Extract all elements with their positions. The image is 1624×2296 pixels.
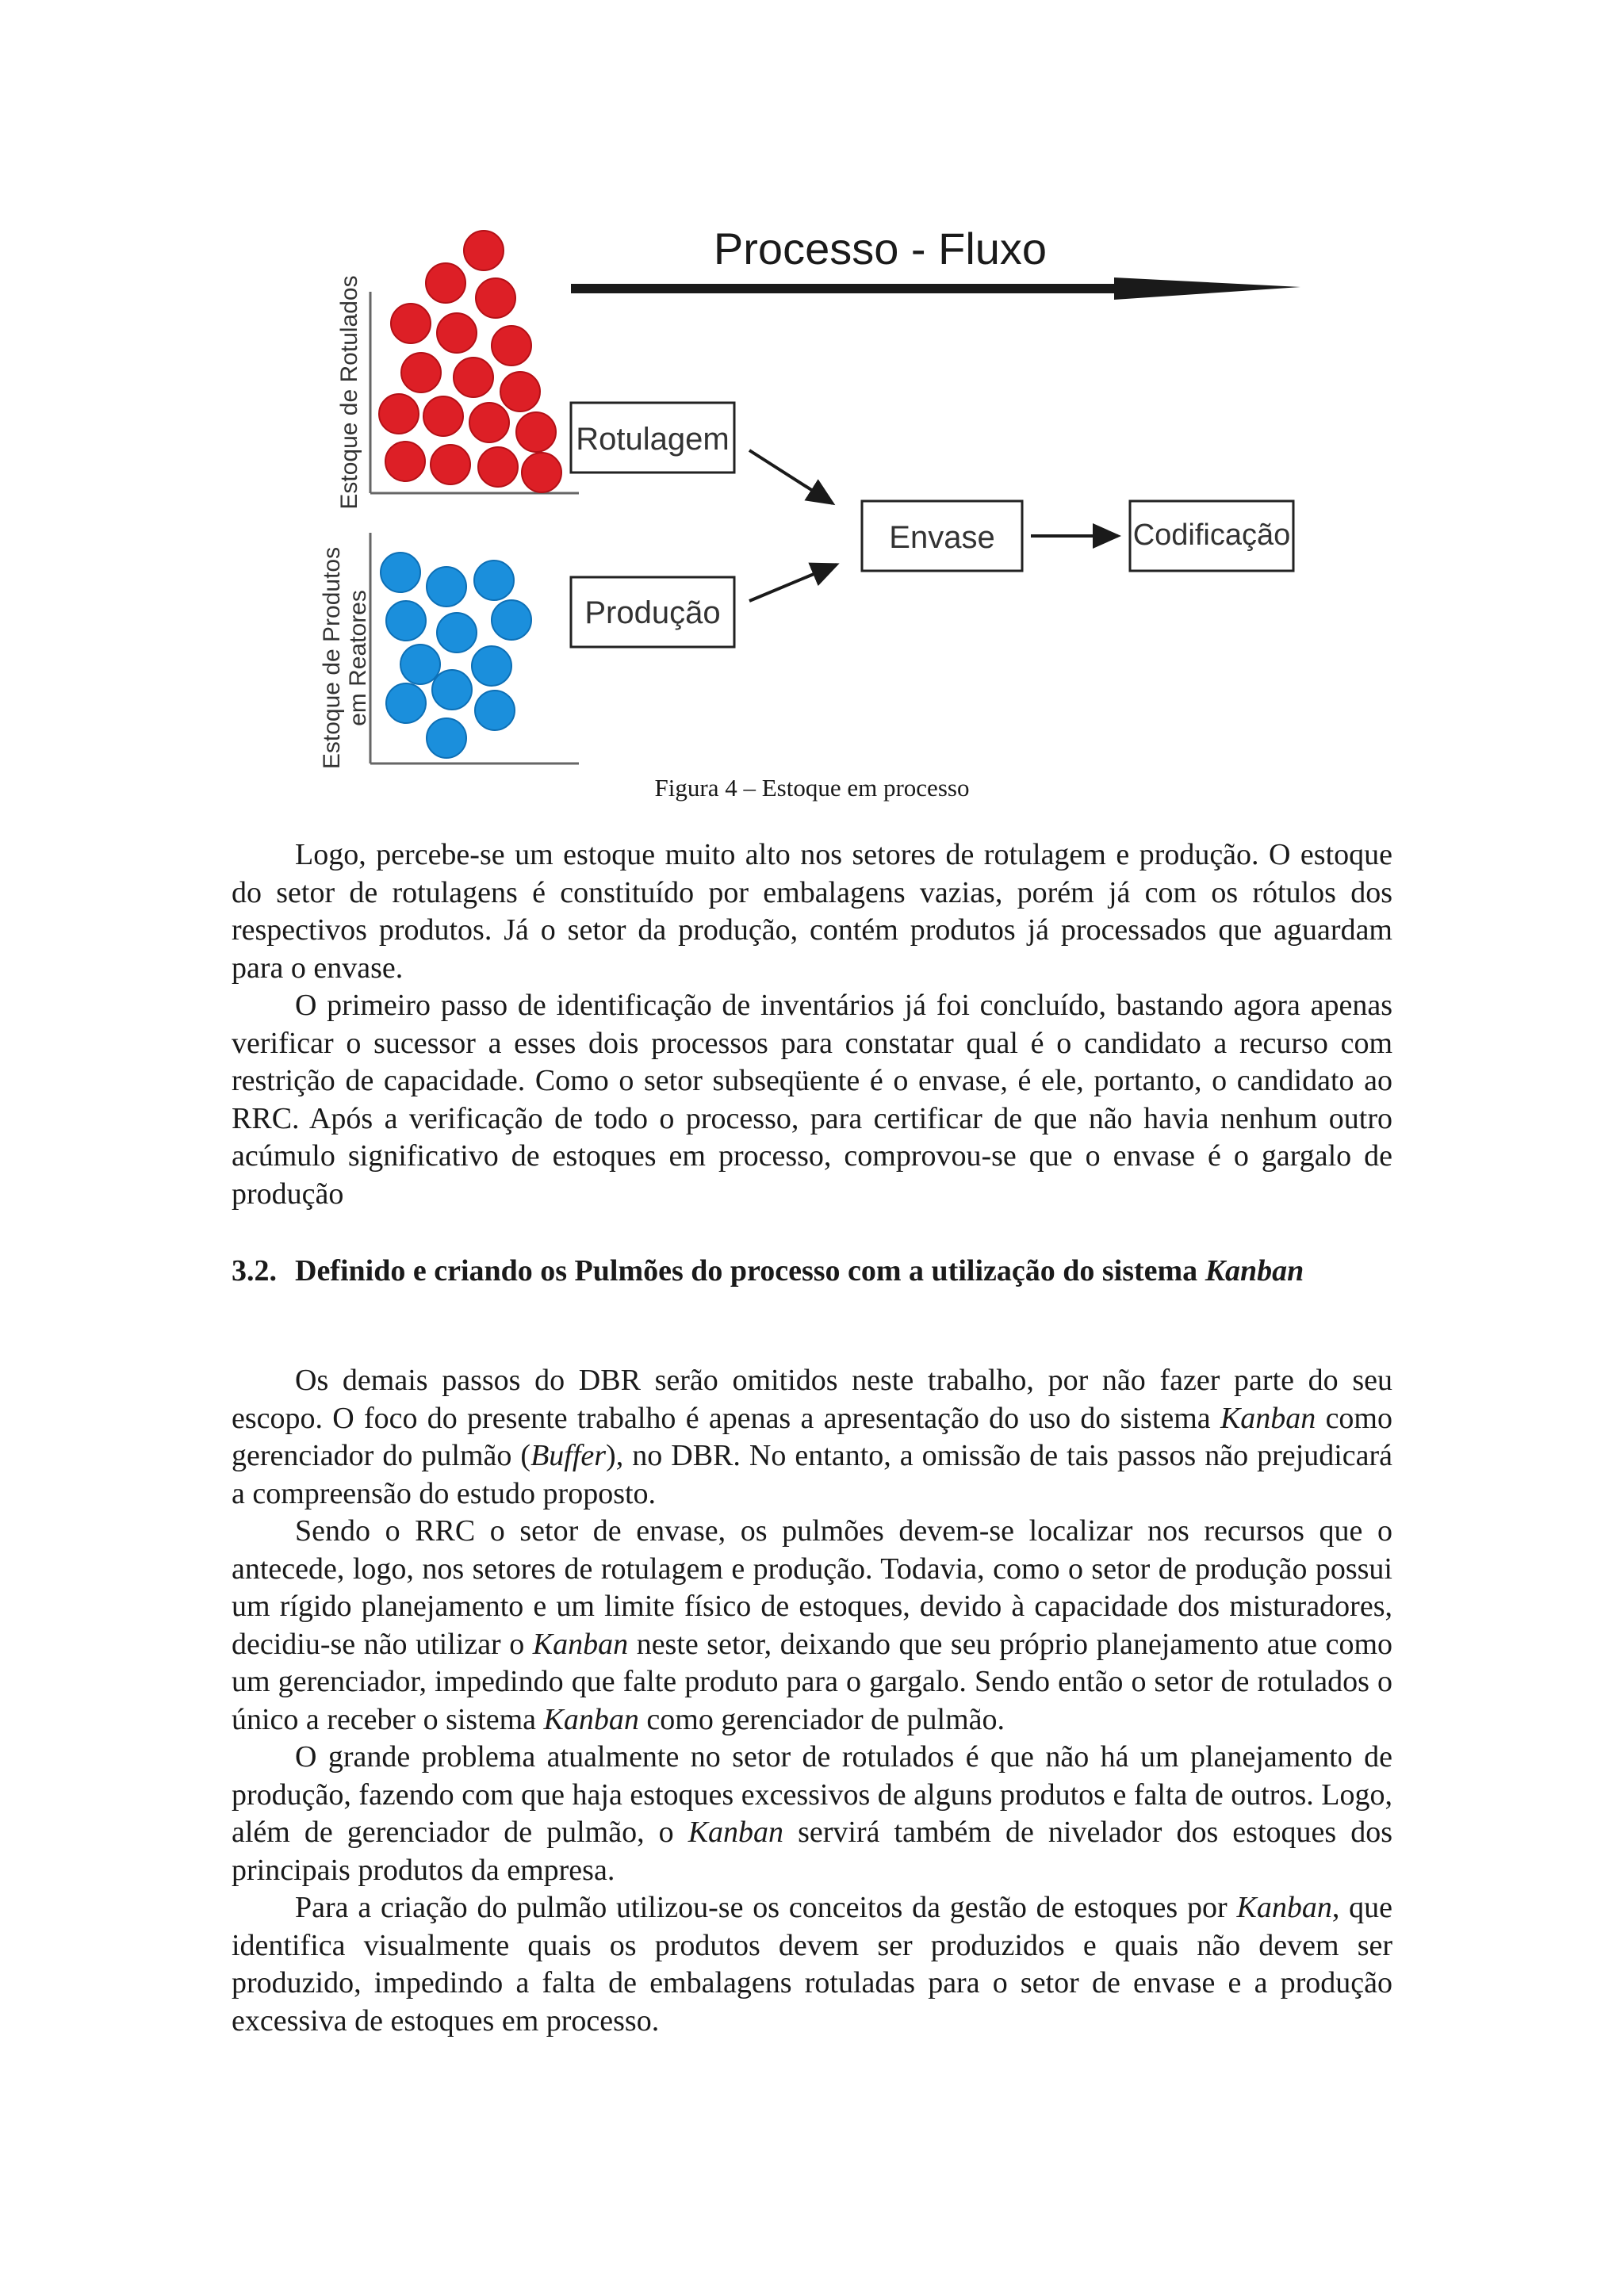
paragraph: Sendo o RRC o setor de envase, os pulmões devem-se localizar nos recursos que o antecede, logo, nos setores de rotulagem e produção. Todavia, como o setor de produção possui um rígido planejamento e um limite físico de estoques, devido à capacidade dos misturadores, decidiu-se não utilizar o Kanban neste setor, deixando que seu próprio planejamento atue como um gerenciador, impedindo que falte produto para o gargalo. Sendo então o setor de rotulados o único a receber o sistema Kanban como gerenciador de pulmão. [232,1514,1393,1736]
red-stock-circle [522,453,561,492]
red-stock-circle [391,304,431,343]
blue-stock-circle [474,561,514,600]
blue-stock-circle [386,683,426,723]
top-stock-axis-label: Estoque de Rotulados [336,275,362,510]
section-number: 3.2. [232,1254,277,1288]
red-stock-circle [423,396,463,436]
blue-stock-circle [437,613,477,652]
paragraph: O primeiro passo de identificação de inventários já foi concluído, bastando agora apenas verificar o sucessor a esses dois processos para constatar qual é o candidato a recurso com restrição de capacidade. Como o setor subseqüente é o envase, é ele, portanto, o candidato ao RRC. Após a verificação de todo o processo, para certificar de que não havia nenhum outro acúmulo significativo de estoques em processo, comprovou-se que o envase é o gargalo de produção [232,989,1392,1211]
blue-stock-circle [427,718,466,758]
red-stock-circle [478,447,518,487]
blue-stock-circle [475,691,515,730]
rotulagem-to-envase-arrow [749,450,833,503]
producao-box-label: Produção [584,595,721,630]
red-stock-circle [437,313,477,353]
red-stock-circle [454,358,493,397]
section-heading [232,1253,1392,1291]
paragraph: Para a criação do pulmão utilizou-se os conceitos da gestão de estoques por Kanban, que identifica visualmente quais os produtos devem ser produzidos e quais não devem ser produzido, impedindo a falta de embalagens rotuladas para o setor de envase e a produção excessiva de estoques em processo. [232,1891,1392,2038]
red-stock-circle [500,372,540,411]
section-title-italic: Kanban [1205,1254,1304,1288]
red-stock-circle [476,278,515,318]
blue-stock-circle [381,553,420,592]
blue-stock-circle [427,567,466,607]
section-title: Definido e criando os Pulmões do processo com a utilização do sistema [295,1254,1198,1288]
paragraph: O grande problema atualmente no setor de rotulados é que não há um planejamento de produção, fazendo com que haja estoques excessivos de alguns produtos e falta de outros. Logo, além de gerenciador de pulmão, o Kanban servirá também de nivelador dos estoques dos principais produtos da empresa. [232,1740,1392,1887]
red-stock-circles [379,231,561,492]
blue-stock-circle [472,646,511,686]
figure-caption: Figura 4 – Estoque em processo [654,774,970,802]
blue-stock-circles [381,553,531,758]
red-stock-circle [492,326,531,365]
bottom-stock-axis-label-line1: Estoque de Produtos [319,546,345,770]
paragraph: Os demais passos do DBR serão omitidos neste trabalho, por não fazer parte do seu escopo. O foco do presente trabalho é apenas a apresentação do uso do sistema Kanban como gerenciador do pulmão (Buffer), no DBR. No entanto, a omissão de tais passos não prejudicará a compreensão do estudo proposto. [232,1364,1393,1510]
rotulagem-box-label: Rotulagem [576,422,730,457]
process-flow-title: Processo - Fluxo [713,224,1048,274]
envase-box-label: Envase [889,520,995,555]
blue-stock-circle [386,601,426,641]
red-stock-circle [385,442,425,481]
blue-stock-circle [400,645,440,684]
bottom-stock-axis-label-line2: em Reatores [345,590,371,726]
blue-stock-circle [492,600,531,640]
producao-to-envase-arrow [749,564,837,601]
codificacao-box-label: Codificação [1132,519,1291,552]
red-stock-circle [464,231,504,270]
red-stock-circle [401,353,441,392]
process-flow-figure [0,0,1624,801]
paragraph: Logo, percebe-se um estoque muito alto nos setores de rotulagem e produção. O estoque do setor de rotulagens é constituído por embalagens vazias, porém já com os rótulos dos respectivos produtos. Já o setor da produção, contém produtos já processados que aguardam para o envase. [232,838,1392,985]
red-stock-circle [426,263,465,303]
blue-stock-circle [432,670,472,710]
red-stock-circle [379,394,419,434]
process-flow-arrow [571,277,1300,300]
red-stock-circle [469,403,509,442]
red-stock-circle [516,412,556,452]
section-heading-block [232,1253,1392,1291]
intro-paragraphs [232,836,1392,1213]
section-paragraphs [232,1362,1392,2040]
red-stock-circle [431,445,470,484]
